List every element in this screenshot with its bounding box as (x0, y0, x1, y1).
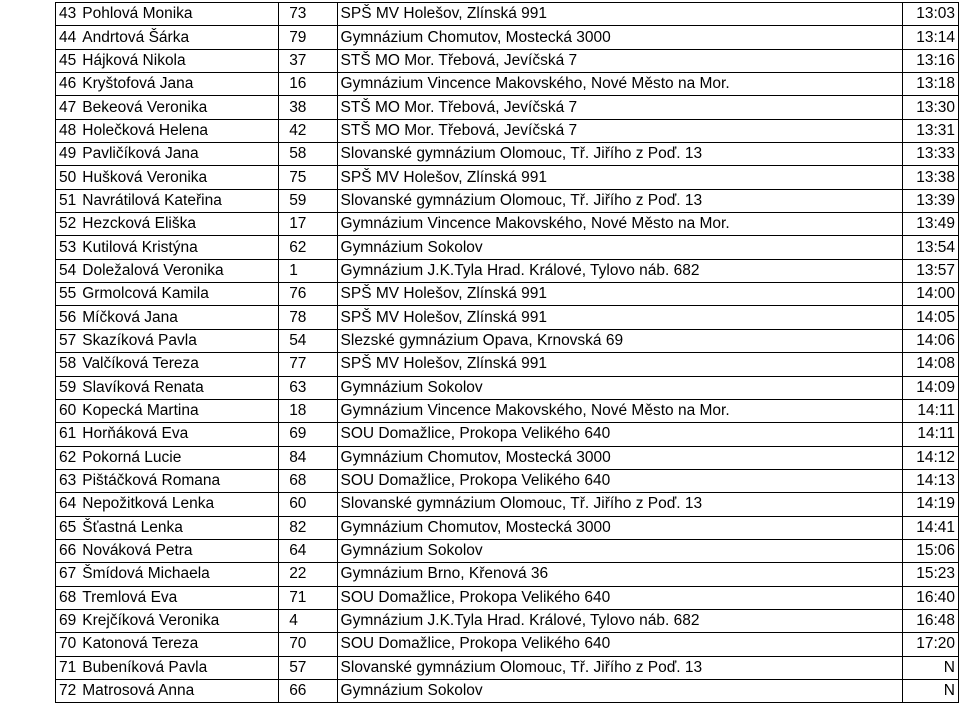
time-cell: N (902, 656, 958, 679)
name-cell: Hušková Veronika (79, 166, 278, 189)
start-number-cell: 77 (279, 353, 337, 376)
name-cell: Krejčíková Veronika (79, 609, 278, 632)
time-cell: 14:19 (902, 493, 958, 516)
time-cell: 14:09 (902, 376, 958, 399)
time-cell: 15:23 (902, 563, 958, 586)
name-cell: Pištáčková Romana (79, 469, 278, 492)
rank-cell: 68 (56, 586, 80, 609)
start-number-cell: 58 (279, 143, 337, 166)
school-cell: SOU Domažlice, Prokopa Velikého 640 (337, 633, 902, 656)
start-number-cell: 75 (279, 166, 337, 189)
school-cell: Gymnázium J.K.Tyla Hrad. Králové, Tylovo náb. 682 (337, 609, 902, 632)
school-cell: Gymnázium Vincence Makovského, Nové Město na Mor. (337, 73, 902, 96)
start-number-cell: 4 (279, 609, 337, 632)
start-number-cell: 78 (279, 306, 337, 329)
name-cell: Doležalová Veronika (79, 259, 278, 282)
name-cell: Navrátilová Kateřina (79, 189, 278, 212)
school-cell: Gymnázium Sokolov (337, 236, 902, 259)
table-row (56, 329, 959, 352)
start-number-cell: 66 (279, 679, 337, 702)
table-row (56, 516, 959, 539)
rank-cell: 67 (56, 563, 80, 586)
table-row (56, 656, 959, 679)
name-cell: Pavličíková Jana (79, 143, 278, 166)
start-number-cell: 63 (279, 376, 337, 399)
rank-cell: 61 (56, 423, 80, 446)
start-number-cell: 73 (279, 3, 337, 26)
time-cell: 13:31 (902, 119, 958, 142)
time-cell: 13:39 (902, 189, 958, 212)
rank-cell: 49 (56, 143, 80, 166)
time-cell: N (902, 679, 958, 702)
name-cell: Kutilová Kristýna (79, 236, 278, 259)
rank-cell: 47 (56, 96, 80, 119)
rank-cell: 52 (56, 213, 80, 236)
time-cell: 13:49 (902, 213, 958, 236)
school-cell: SOU Domažlice, Prokopa Velikého 640 (337, 423, 902, 446)
start-number-cell: 54 (279, 329, 337, 352)
table-row (56, 469, 959, 492)
rank-cell: 55 (56, 283, 80, 306)
rank-cell: 69 (56, 609, 80, 632)
time-cell: 16:48 (902, 609, 958, 632)
table-row (56, 399, 959, 422)
name-cell: Kryštofová Jana (79, 73, 278, 96)
table-row (56, 353, 959, 376)
rank-cell: 62 (56, 446, 80, 469)
name-cell: Kopecká Martina (79, 399, 278, 422)
table-row (56, 446, 959, 469)
start-number-cell: 16 (279, 73, 337, 96)
start-number-cell: 42 (279, 119, 337, 142)
start-number-cell: 22 (279, 563, 337, 586)
school-cell: SOU Domažlice, Prokopa Velikého 640 (337, 469, 902, 492)
time-cell: 13:33 (902, 143, 958, 166)
name-cell: Horňáková Eva (79, 423, 278, 446)
table-row (56, 213, 959, 236)
rank-cell: 53 (56, 236, 80, 259)
school-cell: SPŠ MV Holešov, Zlínská 991 (337, 353, 902, 376)
start-number-cell: 59 (279, 189, 337, 212)
rank-cell: 66 (56, 539, 80, 562)
name-cell: Andrtová Šárka (79, 26, 278, 49)
school-cell: SPŠ MV Holešov, Zlínská 991 (337, 166, 902, 189)
table-row (56, 423, 959, 446)
school-cell: Gymnázium Sokolov (337, 679, 902, 702)
school-cell: Gymnázium Chomutov, Mostecká 3000 (337, 516, 902, 539)
table-row (56, 73, 959, 96)
rank-cell: 43 (56, 3, 80, 26)
school-cell: Slovanské gymnázium Olomouc, Tř. Jiřího z Poď. 13 (337, 189, 902, 212)
start-number-cell: 64 (279, 539, 337, 562)
start-number-cell: 38 (279, 96, 337, 119)
rank-cell: 45 (56, 49, 80, 72)
school-cell: Slovanské gymnázium Olomouc, Tř. Jiřího z Poď. 13 (337, 656, 902, 679)
name-cell: Valčíková Tereza (79, 353, 278, 376)
school-cell: Gymnázium Chomutov, Mostecká 3000 (337, 26, 902, 49)
table-row (56, 236, 959, 259)
name-cell: Hezcková Eliška (79, 213, 278, 236)
time-cell: 13:57 (902, 259, 958, 282)
name-cell: Míčková Jana (79, 306, 278, 329)
start-number-cell: 82 (279, 516, 337, 539)
name-cell: Bekeová Veronika (79, 96, 278, 119)
table-row (56, 189, 959, 212)
rank-cell: 65 (56, 516, 80, 539)
rank-cell: 48 (56, 119, 80, 142)
time-cell: 14:11 (902, 423, 958, 446)
time-cell: 13:38 (902, 166, 958, 189)
table-row (56, 49, 959, 72)
time-cell: 14:05 (902, 306, 958, 329)
time-cell: 14:12 (902, 446, 958, 469)
results-body (56, 3, 959, 703)
name-cell: Nováková Petra (79, 539, 278, 562)
start-number-cell: 84 (279, 446, 337, 469)
name-cell: Nepožitková Lenka (79, 493, 278, 516)
rank-cell: 63 (56, 469, 80, 492)
start-number-cell: 37 (279, 49, 337, 72)
name-cell: Šťastná Lenka (79, 516, 278, 539)
school-cell: STŠ MO Mor. Třebová, Jevíčská 7 (337, 49, 902, 72)
time-cell: 15:06 (902, 539, 958, 562)
name-cell: Pohlová Monika (79, 3, 278, 26)
name-cell: Katonová Tereza (79, 633, 278, 656)
name-cell: Holečková Helena (79, 119, 278, 142)
time-cell: 13:03 (902, 3, 958, 26)
rank-cell: 59 (56, 376, 80, 399)
school-cell: Slovanské gymnázium Olomouc, Tř. Jiřího z Poď. 13 (337, 493, 902, 516)
table-row (56, 26, 959, 49)
school-cell: Gymnázium Sokolov (337, 376, 902, 399)
name-cell: Hájková Nikola (79, 49, 278, 72)
table-row (56, 119, 959, 142)
name-cell: Skazíková Pavla (79, 329, 278, 352)
rank-cell: 50 (56, 166, 80, 189)
school-cell: Gymnázium Brno, Křenová 36 (337, 563, 902, 586)
table-row (56, 306, 959, 329)
name-cell: Šmídová Michaela (79, 563, 278, 586)
start-number-cell: 18 (279, 399, 337, 422)
start-number-cell: 79 (279, 26, 337, 49)
table-row (56, 283, 959, 306)
time-cell: 14:13 (902, 469, 958, 492)
time-cell: 13:18 (902, 73, 958, 96)
start-number-cell: 70 (279, 633, 337, 656)
start-number-cell: 62 (279, 236, 337, 259)
time-cell: 17:20 (902, 633, 958, 656)
time-cell: 14:11 (902, 399, 958, 422)
table-row (56, 143, 959, 166)
rank-cell: 56 (56, 306, 80, 329)
table-row (56, 96, 959, 119)
start-number-cell: 57 (279, 656, 337, 679)
rank-cell: 71 (56, 656, 80, 679)
start-number-cell: 1 (279, 259, 337, 282)
school-cell: Gymnázium J.K.Tyla Hrad. Králové, Tylovo náb. 682 (337, 259, 902, 282)
table-row (56, 563, 959, 586)
rank-cell: 54 (56, 259, 80, 282)
school-cell: STŠ MO Mor. Třebová, Jevíčská 7 (337, 119, 902, 142)
name-cell: Grmolcová Kamila (79, 283, 278, 306)
time-cell: 14:08 (902, 353, 958, 376)
results-table (55, 2, 959, 703)
time-cell: 13:16 (902, 49, 958, 72)
table-row (56, 493, 959, 516)
rank-cell: 44 (56, 26, 80, 49)
table-row (56, 586, 959, 609)
time-cell: 16:40 (902, 586, 958, 609)
start-number-cell: 60 (279, 493, 337, 516)
table-row (56, 259, 959, 282)
rank-cell: 72 (56, 679, 80, 702)
rank-cell: 58 (56, 353, 80, 376)
table-row (56, 3, 959, 26)
rank-cell: 51 (56, 189, 80, 212)
school-cell: SPŠ MV Holešov, Zlínská 991 (337, 283, 902, 306)
rank-cell: 64 (56, 493, 80, 516)
rank-cell: 46 (56, 73, 80, 96)
start-number-cell: 76 (279, 283, 337, 306)
school-cell: Gymnázium Chomutov, Mostecká 3000 (337, 446, 902, 469)
school-cell: SPŠ MV Holešov, Zlínská 991 (337, 3, 902, 26)
school-cell: Gymnázium Vincence Makovského, Nové Město na Mor. (337, 213, 902, 236)
school-cell: SOU Domažlice, Prokopa Velikého 640 (337, 586, 902, 609)
table-row (56, 539, 959, 562)
school-cell: Gymnázium Vincence Makovského, Nové Město na Mor. (337, 399, 902, 422)
table-row (56, 679, 959, 702)
start-number-cell: 69 (279, 423, 337, 446)
time-cell: 13:30 (902, 96, 958, 119)
name-cell: Matrosová Anna (79, 679, 278, 702)
table-row (56, 376, 959, 399)
table-row (56, 609, 959, 632)
start-number-cell: 17 (279, 213, 337, 236)
table-row (56, 166, 959, 189)
table-row (56, 633, 959, 656)
time-cell: 13:54 (902, 236, 958, 259)
name-cell: Tremlová Eva (79, 586, 278, 609)
time-cell: 13:14 (902, 26, 958, 49)
school-cell: SPŠ MV Holešov, Zlínská 991 (337, 306, 902, 329)
name-cell: Bubeníková Pavla (79, 656, 278, 679)
time-cell: 14:06 (902, 329, 958, 352)
time-cell: 14:00 (902, 283, 958, 306)
school-cell: Gymnázium Sokolov (337, 539, 902, 562)
name-cell: Pokorná Lucie (79, 446, 278, 469)
name-cell: Slavíková Renata (79, 376, 278, 399)
start-number-cell: 68 (279, 469, 337, 492)
time-cell: 14:41 (902, 516, 958, 539)
school-cell: Slovanské gymnázium Olomouc, Tř. Jiřího z Poď. 13 (337, 143, 902, 166)
rank-cell: 70 (56, 633, 80, 656)
rank-cell: 60 (56, 399, 80, 422)
school-cell: STŠ MO Mor. Třebová, Jevíčská 7 (337, 96, 902, 119)
school-cell: Slezské gymnázium Opava, Krnovská 69 (337, 329, 902, 352)
rank-cell: 57 (56, 329, 80, 352)
start-number-cell: 71 (279, 586, 337, 609)
